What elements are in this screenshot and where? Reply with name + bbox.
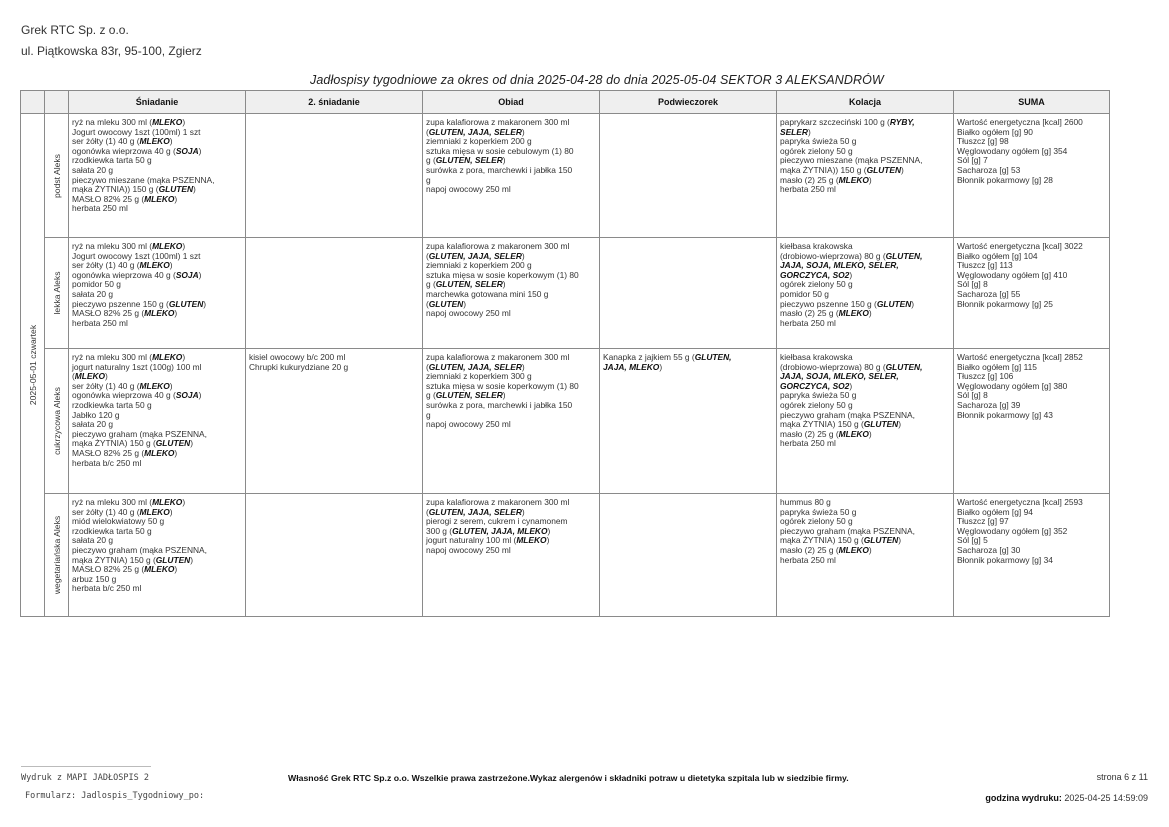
diet-cell <box>45 349 69 494</box>
cell-line: g (GLUTEN, SELER) <box>426 279 506 290</box>
cell-line: papryka świeża 50 g <box>780 136 857 147</box>
cell-line: herbata b/c 250 ml <box>72 457 142 468</box>
meal-cell-kolacja <box>777 494 954 617</box>
menu-table <box>20 90 1110 617</box>
footer-ownership: Własność Grek RTC Sp.z o.o. Wszelkie prawa zastrzeżone.Wykaz alergenów i składniki potraw u dietetyka szpitala lub w siedzibie firmy. <box>288 773 849 783</box>
cell-line: miód wielokwiatowy 50 g <box>72 516 165 527</box>
cell-line: ogórek zielony 50 g <box>780 145 853 156</box>
cell-line: ryż na mleku 300 ml (MLEKO) <box>72 352 186 362</box>
cell-line: ser żółty (1) 40 g (MLEKO) <box>72 260 173 271</box>
cell-line: Białko ogółem [g] 94 <box>957 506 1033 517</box>
cell-line: sztuka mięsa w sosie cebulowym (1) 80 <box>426 145 574 156</box>
nutrition-sum-cell <box>954 349 1110 494</box>
cell-line: ziemniaki z koperkiem 300 g <box>426 371 532 382</box>
cell-line: MASŁO 82% 25 g (MLEKO) <box>72 447 178 458</box>
diet-cell <box>45 238 69 349</box>
cell-line: surówka z pora, marchewki i jabłka 150 <box>426 164 573 175</box>
cell-line: sztuka mięsa w sosie koperkowym (1) 80 <box>426 380 579 391</box>
cell-line: Tłuszcz [g] 98 <box>957 136 1009 147</box>
diet-label: wegetariańska Aleks <box>51 515 62 595</box>
cell-line: sałata 20 g <box>72 288 113 299</box>
page-title: Jadłospisy tygodniowe za okres od dnia 2025-04-28 do dnia 2025-05-04 SEKTOR 3 ALEKSANDRÓW <box>310 73 884 87</box>
cell-line: pieczywo graham (mąka PSZENNA, <box>72 428 207 439</box>
cell-line: herbata b/c 250 ml <box>72 583 142 594</box>
cell-line: napoj owocowy 250 ml <box>426 308 511 319</box>
cell-line: ogonówka wieprzowa 40 g (SOJA) <box>72 390 202 401</box>
meal-cell-sniadanie <box>69 349 246 494</box>
cell-line: ogórek zielony 50 g <box>780 516 853 527</box>
col-header-podwieczorek: Podwieczorek <box>600 91 777 114</box>
meal-cell-sniadanie <box>69 114 246 238</box>
print-time-value: 2025-04-25 14:59:09 <box>1064 793 1148 803</box>
table-row <box>21 114 1110 238</box>
table-row <box>21 349 1110 494</box>
cell-line: ziemniaki z koperkiem 200 g <box>426 136 532 147</box>
cell-line: zupa kalafiorowa z makaronem 300 ml <box>426 497 570 507</box>
cell-line: Białko ogółem [g] 115 <box>957 361 1037 372</box>
company-name: Grek RTC Sp. z o.o. <box>21 23 129 37</box>
cell-line: MASŁO 82% 25 g (MLEKO) <box>72 193 178 204</box>
cell-line: ryż na mleku 300 ml (MLEKO) <box>72 117 186 127</box>
cell-line: herbata 250 ml <box>780 438 836 449</box>
cell-line: ziemniaki z koperkiem 200 g <box>426 260 532 271</box>
meal-cell-podwieczorek <box>600 349 777 494</box>
col-header-sniadanie: Śniadanie <box>69 91 246 114</box>
cell-line: mąka ŻYTNIA) 150 g (GLUTEN) <box>780 535 902 546</box>
cell-line: JAJA, SOJA, MLEKO, SELER, <box>780 260 899 271</box>
diet-label: lekka Aleks <box>51 271 62 315</box>
cell-line: sałata 20 g <box>72 535 113 546</box>
cell-line: pomidor 50 g <box>72 279 121 290</box>
meal-cell-2-sniadanie <box>246 494 423 617</box>
cell-line: Jabłko 120 g <box>72 409 120 420</box>
cell-line: Błonnik pokarmowy [g] 25 <box>957 298 1053 309</box>
header-spacer <box>45 91 69 114</box>
cell-line: Sacharoza [g] 53 <box>957 164 1021 175</box>
nutrition-sum-cell <box>954 114 1110 238</box>
cell-line: herbata 250 ml <box>72 317 128 328</box>
footer-form: Formularz: Jadlospis_Tygodniowy_po: <box>25 791 205 801</box>
cell-line: surówka z pora, marchewki i jabłka 150 <box>426 399 573 410</box>
cell-line: ogórek zielony 50 g <box>780 279 853 290</box>
cell-line: ogonówka wieprzowa 40 g (SOJA) <box>72 145 202 156</box>
cell-line: herbata 250 ml <box>780 317 836 328</box>
cell-line: g (GLUTEN, SELER) <box>426 155 506 166</box>
cell-line: ryż na mleku 300 ml (MLEKO) <box>72 241 186 251</box>
cell-line: zupa kalafiorowa z makaronem 300 ml <box>426 117 570 127</box>
cell-line: kiełbasa krakowska <box>780 352 853 362</box>
cell-line: ser żółty (1) 40 g (MLEKO) <box>72 506 173 517</box>
cell-line: napoj owocowy 250 ml <box>426 419 511 430</box>
footer-divider <box>21 766 151 767</box>
cell-line: ogórek zielony 50 g <box>780 399 853 410</box>
date-cell <box>21 114 45 617</box>
cell-line: masło (2) 25 g (MLEKO) <box>780 544 872 555</box>
cell-line: Kanapka z jajkiem 55 g (GLUTEN, <box>603 352 732 362</box>
cell-line: pieczywo graham (mąka PSZENNA, <box>780 525 915 536</box>
company-address: ul. Piątkowska 83r, 95-100, Zgierz <box>21 44 202 58</box>
print-time-label: godzina wydruku: <box>985 793 1062 803</box>
cell-line: Tłuszcz [g] 97 <box>957 516 1009 527</box>
cell-line: MASŁO 82% 25 g (MLEKO) <box>72 564 178 575</box>
cell-line: rzodkiewka tarta 50 g <box>72 399 152 410</box>
cell-line: Sacharoza [g] 30 <box>957 544 1021 555</box>
cell-line: Białko ogółem [g] 90 <box>957 126 1033 137</box>
cell-line: herbata 250 ml <box>72 203 128 214</box>
cell-line: Węglowodany ogółem [g] 354 <box>957 145 1068 156</box>
meal-cell-kolacja <box>777 114 954 238</box>
cell-line: zupa kalafiorowa z makaronem 300 ml <box>426 241 570 251</box>
meal-cell-2-sniadanie <box>246 114 423 238</box>
header-spacer <box>21 91 45 114</box>
cell-line: napoj owocowy 250 ml <box>426 544 511 555</box>
cell-line: mąka ŻYTNIA) 150 g (GLUTEN) <box>72 554 194 565</box>
col-header-2-sniadanie: 2. śniadanie <box>246 91 423 114</box>
diet-cell <box>45 114 69 238</box>
cell-line: Węglowodany ogółem [g] 352 <box>957 525 1068 536</box>
cell-line: pieczywo graham (mąka PSZENNA, <box>780 409 915 420</box>
meal-cell-kolacja <box>777 238 954 349</box>
cell-line: sztuka mięsa w sosie koperkowym (1) 80 <box>426 269 579 280</box>
cell-line: zupa kalafiorowa z makaronem 300 ml <box>426 352 570 362</box>
cell-line: pieczywo pszenne 150 g (GLUTEN) <box>72 298 207 309</box>
cell-line: JAJA, MLEKO) <box>603 361 663 372</box>
footer-printout: Wydruk z MAPI JADŁOSPIS 2 <box>21 773 149 783</box>
cell-line: mąka ŻYTNIA) 150 g (GLUTEN) <box>72 438 194 449</box>
meal-cell-obiad <box>423 349 600 494</box>
cell-line: Sól [g] 5 <box>957 535 988 546</box>
cell-line: mąka ŻYTNIA) 150 g (GLUTEN) <box>780 419 902 430</box>
cell-line: sałata 20 g <box>72 164 113 175</box>
meal-cell-obiad <box>423 114 600 238</box>
cell-line: 300 g (GLUTEN, JAJA, MLEKO) <box>426 525 551 536</box>
cell-line: Węglowodany ogółem [g] 410 <box>957 269 1068 280</box>
cell-line: MASŁO 82% 25 g (MLEKO) <box>72 308 178 319</box>
col-header-suma: SUMA <box>954 91 1110 114</box>
cell-line: (drobiowo-wieprzowa) 80 g (GLUTEN, <box>780 250 923 261</box>
cell-line: GORCZYCA, SO2) <box>780 269 853 280</box>
table-row <box>21 494 1110 617</box>
nutrition-sum-cell <box>954 494 1110 617</box>
cell-line: (GLUTEN, JAJA, SELER) <box>426 506 525 517</box>
cell-line: (drobiowo-wieprzowa) 80 g (GLUTEN, <box>780 361 923 372</box>
cell-line: herbata 250 ml <box>780 184 836 195</box>
cell-line: masło (2) 25 g (MLEKO) <box>780 174 872 185</box>
cell-line: kiełbasa krakowska <box>780 241 853 251</box>
date-label: 2025-05-01 czwartek <box>27 324 38 406</box>
cell-line: paprykarz szczeciński 100 g (RYBY, <box>780 117 915 127</box>
cell-line: Węglowodany ogółem [g] 380 <box>957 380 1068 391</box>
cell-line: (GLUTEN) <box>426 298 467 309</box>
cell-line: JAJA, SOJA, MLEKO, SELER, <box>780 371 899 382</box>
cell-line: arbuz 150 g <box>72 573 117 584</box>
col-header-kolacja: Kolacja <box>777 91 954 114</box>
diet-cell <box>45 494 69 617</box>
cell-line: ogonówka wieprzowa 40 g (SOJA) <box>72 269 202 280</box>
cell-line: Wartość energetyczna [kcal] 2852 <box>957 352 1083 362</box>
cell-line: Białko ogółem [g] 104 <box>957 250 1038 261</box>
cell-line: papryka świeża 50 g <box>780 390 857 401</box>
cell-line: g (GLUTEN, SELER) <box>426 390 506 401</box>
page-number: strona 6 z 11 <box>1096 772 1148 782</box>
meal-cell-kolacja <box>777 349 954 494</box>
cell-line: herbata 250 ml <box>780 554 836 565</box>
cell-line: Jogurt owocowy 1szt (100ml) 1 szt <box>72 126 201 137</box>
cell-line: jogurt naturalny 100 ml (MLEKO) <box>426 535 550 546</box>
cell-line: ser żółty (1) 40 g (MLEKO) <box>72 136 173 147</box>
cell-line: Sól [g] 8 <box>957 279 988 290</box>
diet-label: podst Aleks <box>51 153 62 198</box>
cell-line: Sól [g] 8 <box>957 390 988 401</box>
cell-line: (MLEKO) <box>72 371 108 382</box>
cell-line: Jogurt owocowy 1szt (100ml) 1 szt <box>72 250 201 261</box>
cell-line: (GLUTEN, JAJA, SELER) <box>426 250 525 261</box>
header-row <box>21 91 1110 114</box>
meal-cell-podwieczorek <box>600 114 777 238</box>
cell-line: pierogi z serem, cukrem i cynamonem <box>426 516 568 527</box>
meal-cell-sniadanie <box>69 494 246 617</box>
cell-line: hummus 80 g <box>780 497 831 507</box>
cell-line: rzodkiewka tarta 50 g <box>72 525 152 536</box>
meal-cell-obiad <box>423 238 600 349</box>
cell-line: SELER) <box>780 126 811 137</box>
cell-line: pieczywo mieszane (mąka PSZENNA, <box>72 174 215 185</box>
cell-line: masło (2) 25 g (MLEKO) <box>780 308 872 319</box>
cell-line: marchewka gotowana mini 150 g <box>426 288 549 299</box>
cell-line: Wartość energetyczna [kcal] 2600 <box>957 117 1083 127</box>
cell-line: Chrupki kukurydziane 20 g <box>249 361 349 372</box>
cell-line: GORCZYCA, SO2) <box>780 380 853 391</box>
cell-line: Sacharoza [g] 39 <box>957 399 1021 410</box>
cell-line: Błonnik pokarmowy [g] 28 <box>957 174 1053 185</box>
cell-line: Błonnik pokarmowy [g] 34 <box>957 554 1053 565</box>
cell-line: Wartość energetyczna [kcal] 2593 <box>957 497 1083 507</box>
cell-line: ryż na mleku 300 ml (MLEKO) <box>72 497 186 507</box>
meal-cell-podwieczorek <box>600 494 777 617</box>
cell-line: pieczywo pszenne 150 g (GLUTEN) <box>780 298 915 309</box>
cell-line: (GLUTEN, JAJA, SELER) <box>426 126 525 137</box>
cell-line: Sól [g] 7 <box>957 155 988 166</box>
cell-line: Wartość energetyczna [kcal] 3022 <box>957 241 1083 251</box>
cell-line: g <box>426 409 431 420</box>
col-header-obiad: Obiad <box>423 91 600 114</box>
cell-line: kisiel owocowy b/c 200 ml <box>249 352 346 362</box>
cell-line: Sacharoza [g] 55 <box>957 288 1021 299</box>
table-row <box>21 238 1110 349</box>
cell-line: napoj owocowy 250 ml <box>426 184 511 195</box>
cell-line: Tłuszcz [g] 106 <box>957 371 1014 382</box>
cell-line: pieczywo graham (mąka PSZENNA, <box>72 544 207 555</box>
cell-line: masło (2) 25 g (MLEKO) <box>780 428 872 439</box>
cell-line: sałata 20 g <box>72 419 113 430</box>
cell-line: Błonnik pokarmowy [g] 43 <box>957 409 1053 420</box>
cell-line: papryka świeża 50 g <box>780 506 857 517</box>
cell-line: pomidor 50 g <box>780 288 829 299</box>
cell-line: (GLUTEN, JAJA, SELER) <box>426 361 525 372</box>
cell-line: mąka ŻYTNIA)) 150 g (GLUTEN) <box>72 184 196 195</box>
cell-line: mąka ŻYTNIA)) 150 g (GLUTEN) <box>780 164 904 175</box>
meal-cell-2-sniadanie <box>246 349 423 494</box>
cell-line: Tłuszcz [g] 113 <box>957 260 1013 271</box>
cell-line: ser żółty (1) 40 g (MLEKO) <box>72 380 173 391</box>
meal-cell-sniadanie <box>69 238 246 349</box>
nutrition-sum-cell <box>954 238 1110 349</box>
cell-line: rzodkiewka tarta 50 g <box>72 155 152 166</box>
cell-line: g <box>426 174 431 185</box>
print-time <box>985 793 1148 803</box>
cell-line: pieczywo mieszane (mąka PSZENNA, <box>780 155 923 166</box>
diet-label: cukrzycowa Aleks <box>51 387 62 455</box>
cell-line: jogurt naturalny 1szt (100g) 100 ml <box>72 361 202 372</box>
meal-cell-podwieczorek <box>600 238 777 349</box>
meal-cell-2-sniadanie <box>246 238 423 349</box>
meal-cell-obiad <box>423 494 600 617</box>
